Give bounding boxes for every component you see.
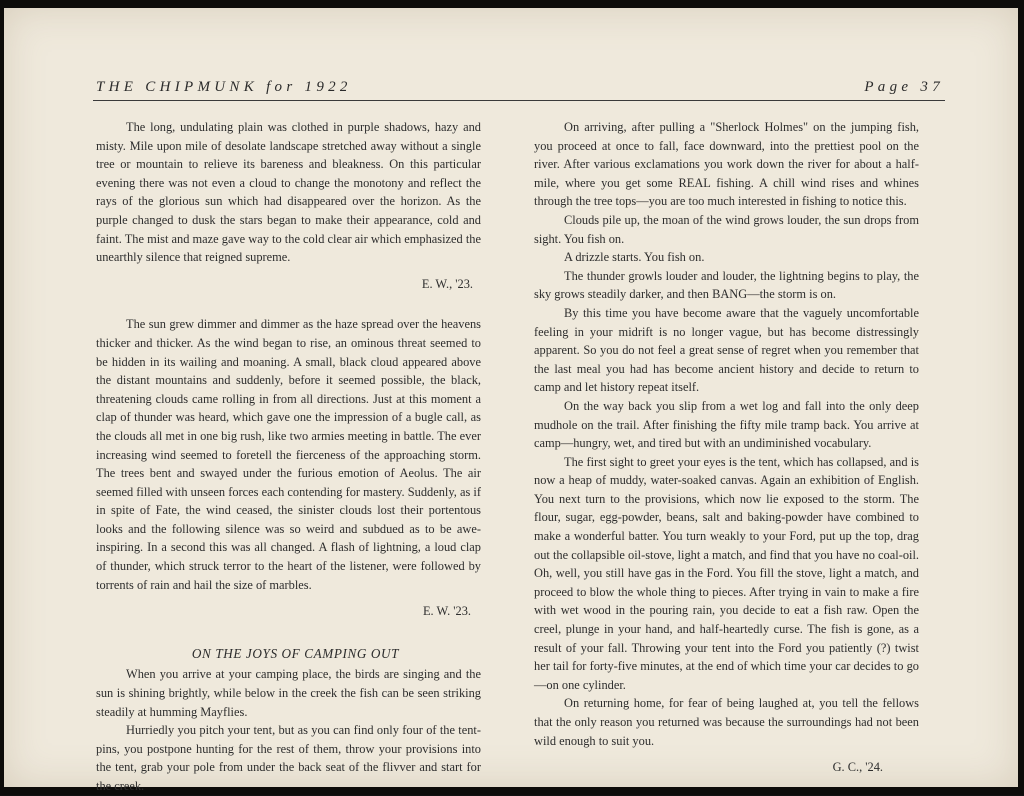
article-title: ON THE JOYS OF CAMPING OUT: [191, 645, 400, 661]
paragraph: On returning home, for fear of being laughed at, you tell the fellows that the only reason you returned was because the surroundings had not been wild enough to suit you.: [534, 696, 919, 748]
paragraph: A drizzle starts. You fish on.: [564, 250, 705, 265]
paragraph: The first sight to greet your eyes is the tent, which has collapsed, and is now a heap of muddy, water-soaked canvas. Again an exhibition of English. You next turn to the provisions, which now lie exposed to the storm. The flour, sugar, egg-powder, beans, salt and baking-powder have combined to make a wonderful batter. You turn weakly to your Ford, put up the top, drag out the collapsible oil-stove, light a match, and find that you have no coal-oil. Oh, well, you still have gas in the Ford. You fill the stove, light a match, and proceed to blow the whole thing to pieces. After trying in vain to make a fire with wet wood in the pouring rain, you decide to eat a fish raw. Open the creel, plunge in your hand, and half-heartedly curse. The fish is gone, as a result of your fall. Throwing your tent into the Ford you patiently (?) twist her tail for forty-five minutes, at the end of which time your car decides to go—on one cylinder.: [534, 454, 919, 692]
page-number: Page 37: [864, 79, 944, 95]
publication-title: THE CHIPMUNK for 1922: [96, 79, 352, 95]
paragraph: On the way back you slip from a wet log and fall into the only deep mudhole on the trail. After finishing the fifty mile tramp back. You arrive at camp—hungry, wet, and tired but with an undiminished vocabulary.: [534, 398, 919, 451]
running-header: [96, 79, 944, 97]
left-column: [96, 118, 481, 796]
signature: E. W., '23.: [421, 276, 473, 291]
paragraph: On arriving, after pulling a "Sherlock Holmes" on the jumping fish, you proceed at once to fall, face downward, into the prettiest pool on the river. After various exclamations you work down the river for about a half-mile, where you get some REAL fishing. A chill wind rises and whines through the tree tops—you are too much interested in fishing to notice this.: [534, 120, 919, 209]
paragraph: When you arrive at your camping place, the birds are singing and the sun is shining brightly, while below in the creek the fish can be seen striking steadily at humming Mayflies.: [96, 667, 481, 719]
signature: E. W. '23.: [422, 604, 471, 619]
paragraph: The sun grew dimmer and dimmer as the haze spread over the heavens thicker and thicker. As the wind began to rise, an ominous threat seemed to be hidden in its wailing and moaning. A small, black cloud appeared above the distant mountains and suddenly, before it seemed possible, the black, threatening clouds came rolling in from all directions. Just at this moment a clap of thunder was heard, which gave one the impression of a bugle call, as the clouds all met in one big rush, like two armies meeting in battle. The ever increasing wind seemed to foretell the fierceness of the approaching storm. The trees bent and swayed under the furious emotion of Aeolus. The air seemed filled with unseen forces each contending for mastery. Suddenly, as if in spite of Fate, the wind ceased, the sinister clouds lost their portentous looks and the following silence was so weird and subdued as to be awe-inspiring. In a second this was all changed. A flash of lightning, a loud clap of thunder, which struck terror to the heart of the listener, were followed by torrents of rain and hail the size of marbles.: [96, 317, 481, 592]
paragraph: Hurriedly you pitch your tent, but as you can find only four of the tent-pins, you postpone hunting for the rest of them, throw your provisions into the tent, grab your pole from under the back seat of the flivver and start for the creek.: [96, 723, 481, 793]
paragraph: Clouds pile up, the moan of the wind grows louder, the sun drops from sight. You fish on.: [534, 212, 919, 246]
paragraph: The long, undulating plain was clothed in purple shadows, hazy and misty. Mile upon mile of desolate landscape stretched away without a single tree or mountain to relieve its bareness and bleakness. On this particular evening there was not even a cloud to change the monotony and reflect the rays of the glorious sun which had disappeared over the horizon. As the purple changed to dusk the stars began to make their appearance, cold and faint. The mist and maze gave way to the cold clear air which emphasized the unearthly silence that reigned supreme.: [96, 120, 481, 265]
header-rule: [93, 100, 945, 101]
paragraph: The thunder growls louder and louder, the lightning begins to play, the sky grows steadily darker, and then BANG—the storm is on.: [534, 268, 919, 302]
right-column: [534, 118, 919, 777]
signature: G. C., '24.: [832, 760, 883, 775]
paragraph: By this time you have become aware that the vaguely uncomfortable feeling in your midrift is no longer vague, but has become distressingly apparent. So you do not feel a great sense of regret when you remember that the last meal you had has become ancient history and decide to return to camp and let history repeat itself.: [534, 305, 919, 395]
